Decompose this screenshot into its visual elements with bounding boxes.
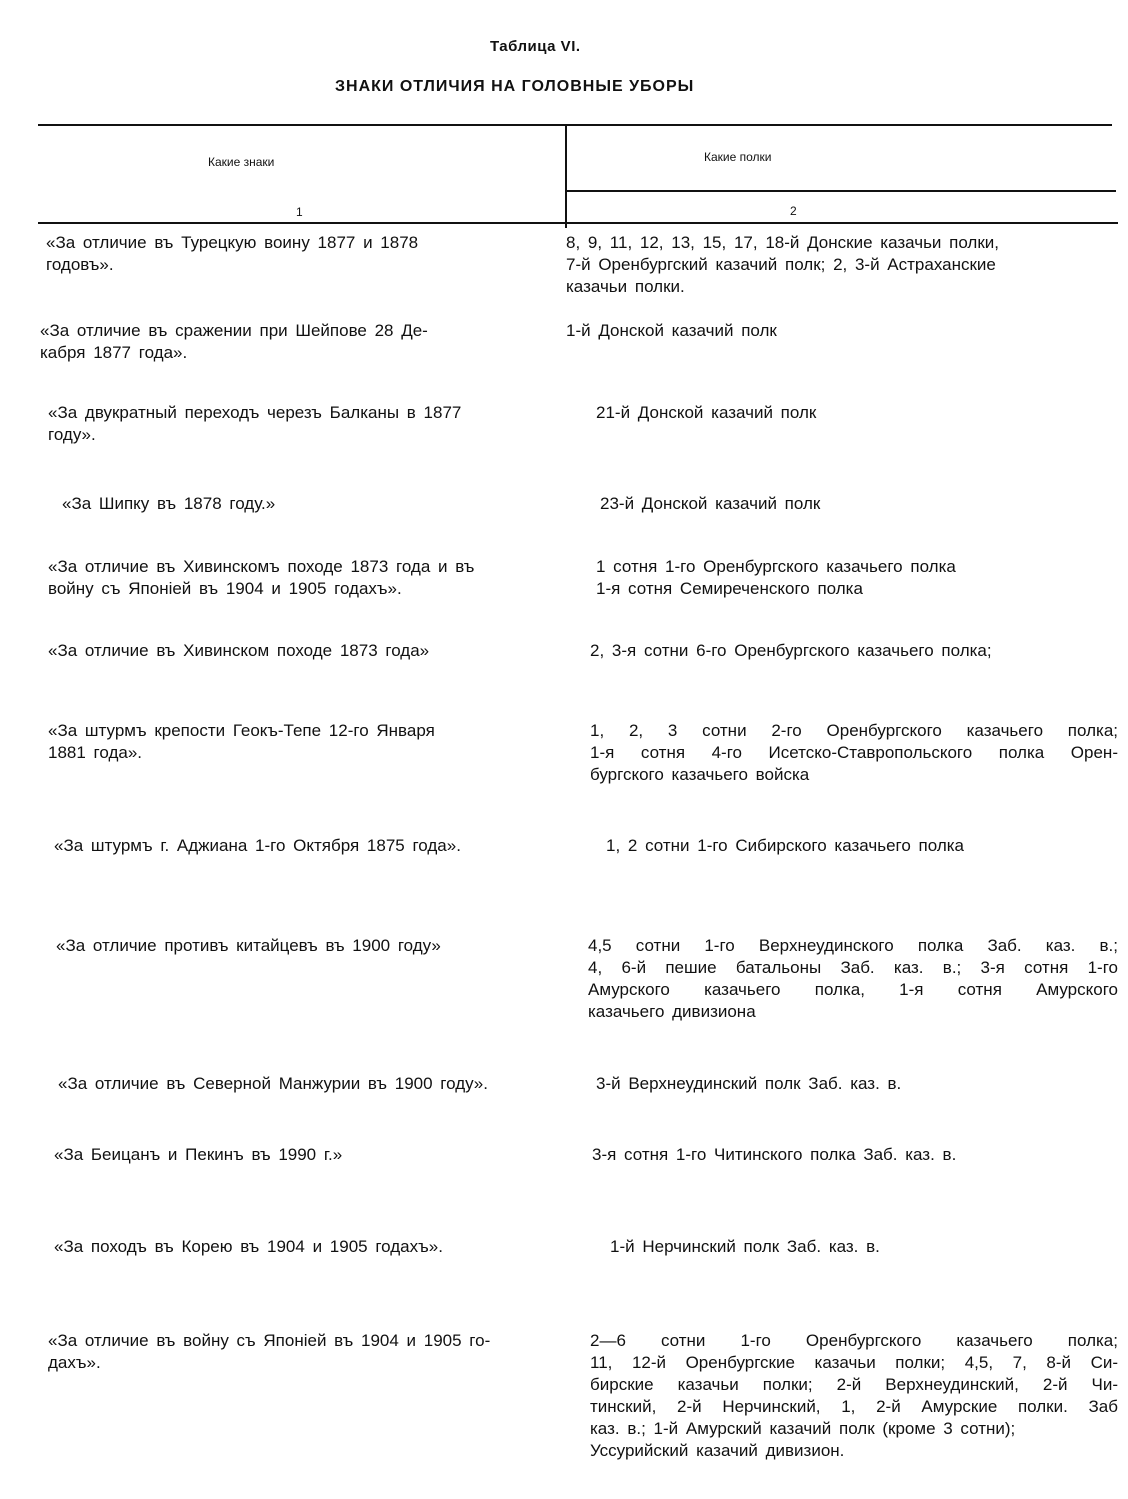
distinction-sign-line: «За отличие въ Хивинскомъ походе 1873 года и въ [48,557,475,576]
distinction-sign-line: «За отличие въ Хивинском походе 1873 года» [48,641,430,660]
regiments-line: 8, 9, 11, 12, 13, 15, 17, 18-й Донские казачьи полки, [566,233,1000,252]
regiments-line: Уссурийский казачий дивизион. [590,1441,845,1460]
distinction-sign-cell [48,1330,588,1374]
distinction-sign-cell [58,1073,598,1095]
regiments-line: бирские казачьи полки; 2-й Верхнеудинский, 2-й Чи- [590,1375,1118,1394]
distinction-sign-cell [48,720,588,764]
regiments-line: 4, 6-й пешие батальоны Заб. каз. в.; 3-я сотня 1-го [588,958,1118,977]
column-header-regiments: Какие полки [704,150,772,164]
regiments-cell [590,1330,1118,1462]
distinction-sign-cell [54,1144,594,1166]
regiments-line: бургского казачьего войска [590,765,810,784]
column-number-2: 2 [790,204,797,218]
regiments-line: казачьи полки. [566,277,685,296]
table-top-rule [38,124,1112,126]
distinction-sign-line: «За отличие въ войну съ Японіей въ 1904 и 1905 го- [48,1331,491,1350]
distinction-sign-cell [48,640,588,662]
regiments-line: 7-й Оренбургский казачий полк; 2, 3-й Астраханские [566,255,996,274]
distinction-sign-line: войну съ Японіей въ 1904 и 1905 годахъ». [48,579,402,598]
distinction-sign-line: «За Шипку въ 1878 году.» [62,494,276,513]
table-header-bottom-rule [38,222,1118,224]
page-title: ЗНАКИ ОТЛИЧИЯ НА ГОЛОВНЫЕ УБОРЫ [335,78,695,95]
regiments-cell [600,493,1118,515]
distinction-sign-cell [62,493,602,515]
regiments-cell [566,232,1118,298]
regiments-cell [590,640,1118,662]
distinction-sign-line: дахъ». [48,1353,101,1372]
regiments-line: 1-й Донской казачий полк [566,321,777,340]
header-rule-right [566,190,1116,192]
distinction-sign-cell [40,320,580,364]
regiments-line: 1 сотня 1-го Оренбургского казачьего полка [596,557,956,576]
regiments-cell [596,402,1118,424]
column-number-1: 1 [296,205,303,219]
distinction-sign-line: годовъ». [46,255,114,274]
distinction-sign-line: «За походъ въ Корею въ 1904 и 1905 годахъ». [54,1237,443,1256]
column-header-signs: Какие знаки [208,155,275,169]
distinction-sign-line: «За отличие въ сражении при Шейпове 28 Де- [40,321,428,340]
regiments-line: каз. в.; 1-й Амурский казачий полк (кроме 3 сотни); [590,1419,1016,1438]
regiments-line: 1-й Нерчинский полк Заб. каз. в. [610,1237,880,1256]
distinction-sign-line: «За штурмъ крепости Геокъ-Тепе 12-го Января [48,721,435,740]
regiments-line: 21-й Донской казачий полк [596,403,817,422]
distinction-sign-cell [48,556,588,600]
regiments-line: 11, 12-й Оренбургские казачьи полки; 4,5, 7, 8-й Си- [590,1353,1118,1372]
distinction-sign-line: году». [48,425,96,444]
distinction-sign-cell [48,402,588,446]
table-caption: Таблица VI. [490,38,581,55]
distinction-sign-cell [56,935,596,957]
regiments-line: 3-я сотня 1-го Читинского полка Заб. каз. в. [592,1145,957,1164]
column-divider [565,124,567,228]
regiments-line: 2—6 сотни 1-го Оренбургского казачьего полка; [590,1331,1118,1350]
regiments-line: тинский, 2-й Нерчинский, 1, 2-й Амурские полки. Заб [590,1397,1118,1416]
distinction-sign-line: «За Беицанъ и Пекинъ въ 1990 г.» [54,1145,343,1164]
distinction-sign-line: кабря 1877 года». [40,343,188,362]
regiments-cell [588,935,1118,1023]
regiments-cell [596,1073,1118,1095]
distinction-sign-cell [54,1236,594,1258]
distinction-sign-line: «За отличие противъ китайцевъ въ 1900 году» [56,936,441,955]
regiments-cell [590,720,1118,786]
regiments-cell [596,556,1118,600]
distinction-sign-line: «За отличие въ Турецкую воину 1877 и 1878 [46,233,419,252]
regiments-cell [606,835,1118,857]
regiments-line: 1, 2, 3 сотни 2-го Оренбургского казачьего полка; [590,721,1118,740]
distinction-sign-line: 1881 года». [48,743,143,762]
regiments-line: 1-я сотня Семиреченского полка [596,579,863,598]
regiments-cell [592,1144,1118,1166]
regiments-line: 3-й Верхнеудинский полк Заб. каз. в. [596,1074,902,1093]
distinction-sign-line: «За штурмъ г. Аджиана 1-го Октября 1875 года». [54,836,461,855]
regiments-cell [610,1236,1118,1258]
regiments-line: 2, 3-я сотни 6-го Оренбургского казачьего полка; [590,641,992,660]
distinction-sign-cell [54,835,594,857]
regiments-line: 23-й Донской казачий полк [600,494,821,513]
regiments-line: казачьего дивизиона [588,1002,756,1021]
regiments-line: 1, 2 сотни 1-го Сибирского казачьего полка [606,836,965,855]
regiments-cell [566,320,1118,342]
distinction-sign-line: «За отличие въ Северной Манжурии въ 1900 году». [58,1074,488,1093]
regiments-line: 4,5 сотни 1-го Верхнеудинского полка Заб. каз. в.; [588,936,1118,955]
distinction-sign-cell [46,232,586,276]
distinction-sign-line: «За двукратный переходъ черезъ Балканы в 1877 [48,403,462,422]
regiments-line: 1-я сотня 4-го Исетско-Ставропольского полка Орен- [590,743,1118,762]
regiments-line: Амурского казачьего полка, 1-я сотня Амурского [588,980,1118,999]
